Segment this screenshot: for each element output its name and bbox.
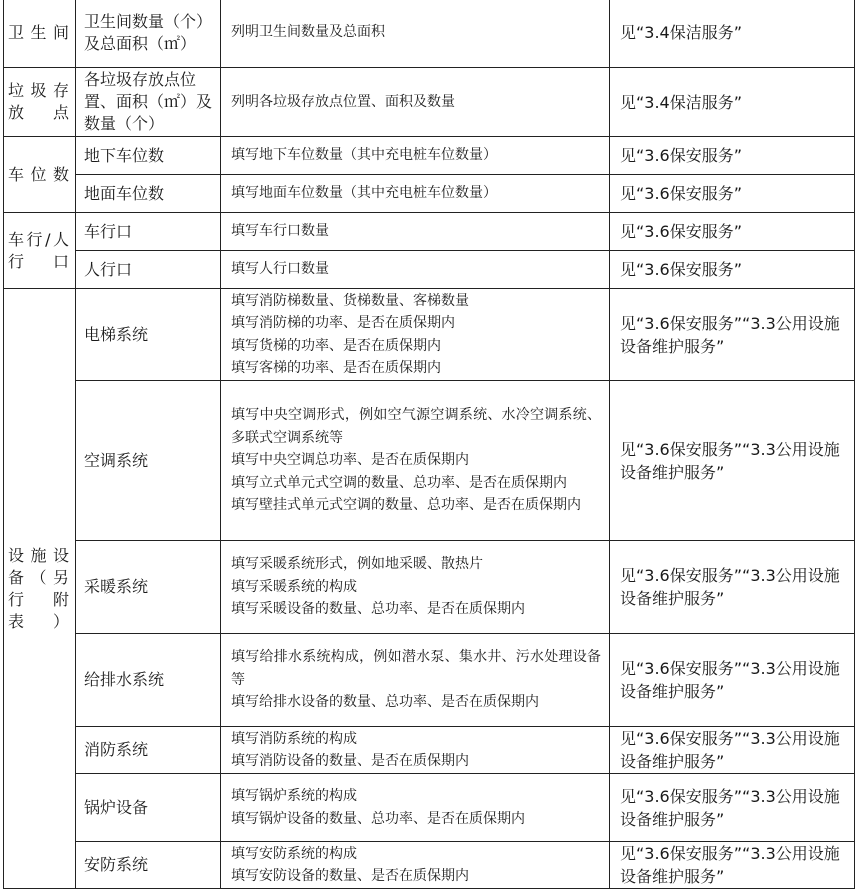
table-row: [4, 842, 855, 889]
item-cell: 地面车位数: [76, 175, 221, 213]
description-cell: 填写给排水系统构成，例如潜水泵、集水井、污水处理设备等 填写给排水设备的数量、总功率、是否在质保期内: [221, 634, 610, 727]
facility-table: [3, 0, 855, 889]
category-cell: 车行/人行口: [4, 213, 76, 289]
description-cell: 填写采暖系统形式，例如地采暖、散热片 填写采暖系统的构成 填写采暖设备的数量、总功率、是否在质保期内: [221, 541, 610, 634]
table-row: [4, 381, 855, 541]
description-cell: 填写地下车位数量（其中充电桩车位数量）: [221, 137, 610, 175]
reference-cell: 见“3.6保安服务”: [610, 137, 855, 175]
item-cell: 车行口: [76, 213, 221, 251]
table-row: [4, 634, 855, 727]
reference-cell: 见“3.6保安服务”“3.3公用设施设备维护服务”: [610, 727, 855, 774]
reference-cell: 见“3.6保安服务”“3.3公用设施设备维护服务”: [610, 289, 855, 381]
reference-cell: 见“3.6保安服务”: [610, 251, 855, 289]
description-cell: 列明各垃圾存放点位置、面积及数量: [221, 68, 610, 137]
item-cell: 锅炉设备: [76, 774, 221, 842]
reference-cell: 见“3.6保安服务”“3.3公用设施设备维护服务”: [610, 842, 855, 889]
item-cell: 各垃圾存放点位置、面积（㎡）及数量（个）: [76, 68, 221, 137]
reference-cell: 见“3.6保安服务”“3.3公用设施设备维护服务”: [610, 541, 855, 634]
table-row: [4, 727, 855, 774]
description-cell: 填写消防系统的构成 填写消防设备的数量、是否在质保期内: [221, 727, 610, 774]
item-cell: 采暖系统: [76, 541, 221, 634]
description-cell: 填写消防梯数量、货梯数量、客梯数量 填写消防梯的功率、是否在质保期内 填写货梯的功率、是否在质保期内 填写客梯的功率、是否在质保期内: [221, 289, 610, 381]
table-row: [4, 68, 855, 137]
table-row: [4, 175, 855, 213]
reference-cell: 见“3.6保安服务”“3.3公用设施设备维护服务”: [610, 634, 855, 727]
category-cell: 卫生间: [4, 0, 76, 68]
item-cell: 消防系统: [76, 727, 221, 774]
description-cell: 填写中央空调形式，例如空气源空调系统、水冷空调系统、多联式空调系统等 填写中央空调总功率、是否在质保期内 填写立式单元式空调的数量、总功率、是否在质保期内 填写壁挂式单元式空调的数量、总功率、是否在质保期内: [221, 381, 610, 541]
reference-cell: 见“3.6保安服务”“3.3公用设施设备维护服务”: [610, 774, 855, 842]
item-cell: 地下车位数: [76, 137, 221, 175]
category-cell: 车位数: [4, 137, 76, 213]
description-cell: 填写人行口数量: [221, 251, 610, 289]
table-row: [4, 541, 855, 634]
description-cell: 列明卫生间数量及总面积: [221, 0, 610, 68]
table-row: [4, 774, 855, 842]
category-cell: 垃圾存放点: [4, 68, 76, 137]
table-row: [4, 289, 855, 381]
reference-cell: 见“3.6保安服务”: [610, 213, 855, 251]
table-row: [4, 0, 855, 68]
item-cell: 安防系统: [76, 842, 221, 889]
item-cell: 人行口: [76, 251, 221, 289]
table-row: [4, 137, 855, 175]
table-row: [4, 251, 855, 289]
reference-cell: 见“3.6保安服务”: [610, 175, 855, 213]
item-cell: 卫生间数量（个）及总面积（㎡）: [76, 0, 221, 68]
description-cell: 填写锅炉系统的构成 填写锅炉设备的数量、总功率、是否在质保期内: [221, 774, 610, 842]
reference-cell: 见“3.4保洁服务”: [610, 0, 855, 68]
description-cell: 填写地面车位数量（其中充电桩车位数量）: [221, 175, 610, 213]
description-cell: 填写安防系统的构成 填写安防设备的数量、是否在质保期内: [221, 842, 610, 889]
item-cell: 空调系统: [76, 381, 221, 541]
reference-cell: 见“3.4保洁服务”: [610, 68, 855, 137]
reference-cell: 见“3.6保安服务”“3.3公用设施设备维护服务”: [610, 381, 855, 541]
description-cell: 填写车行口数量: [221, 213, 610, 251]
item-cell: 电梯系统: [76, 289, 221, 381]
table-row: [4, 213, 855, 251]
category-cell: 设施设备（另行附表）: [4, 289, 76, 889]
item-cell: 给排水系统: [76, 634, 221, 727]
